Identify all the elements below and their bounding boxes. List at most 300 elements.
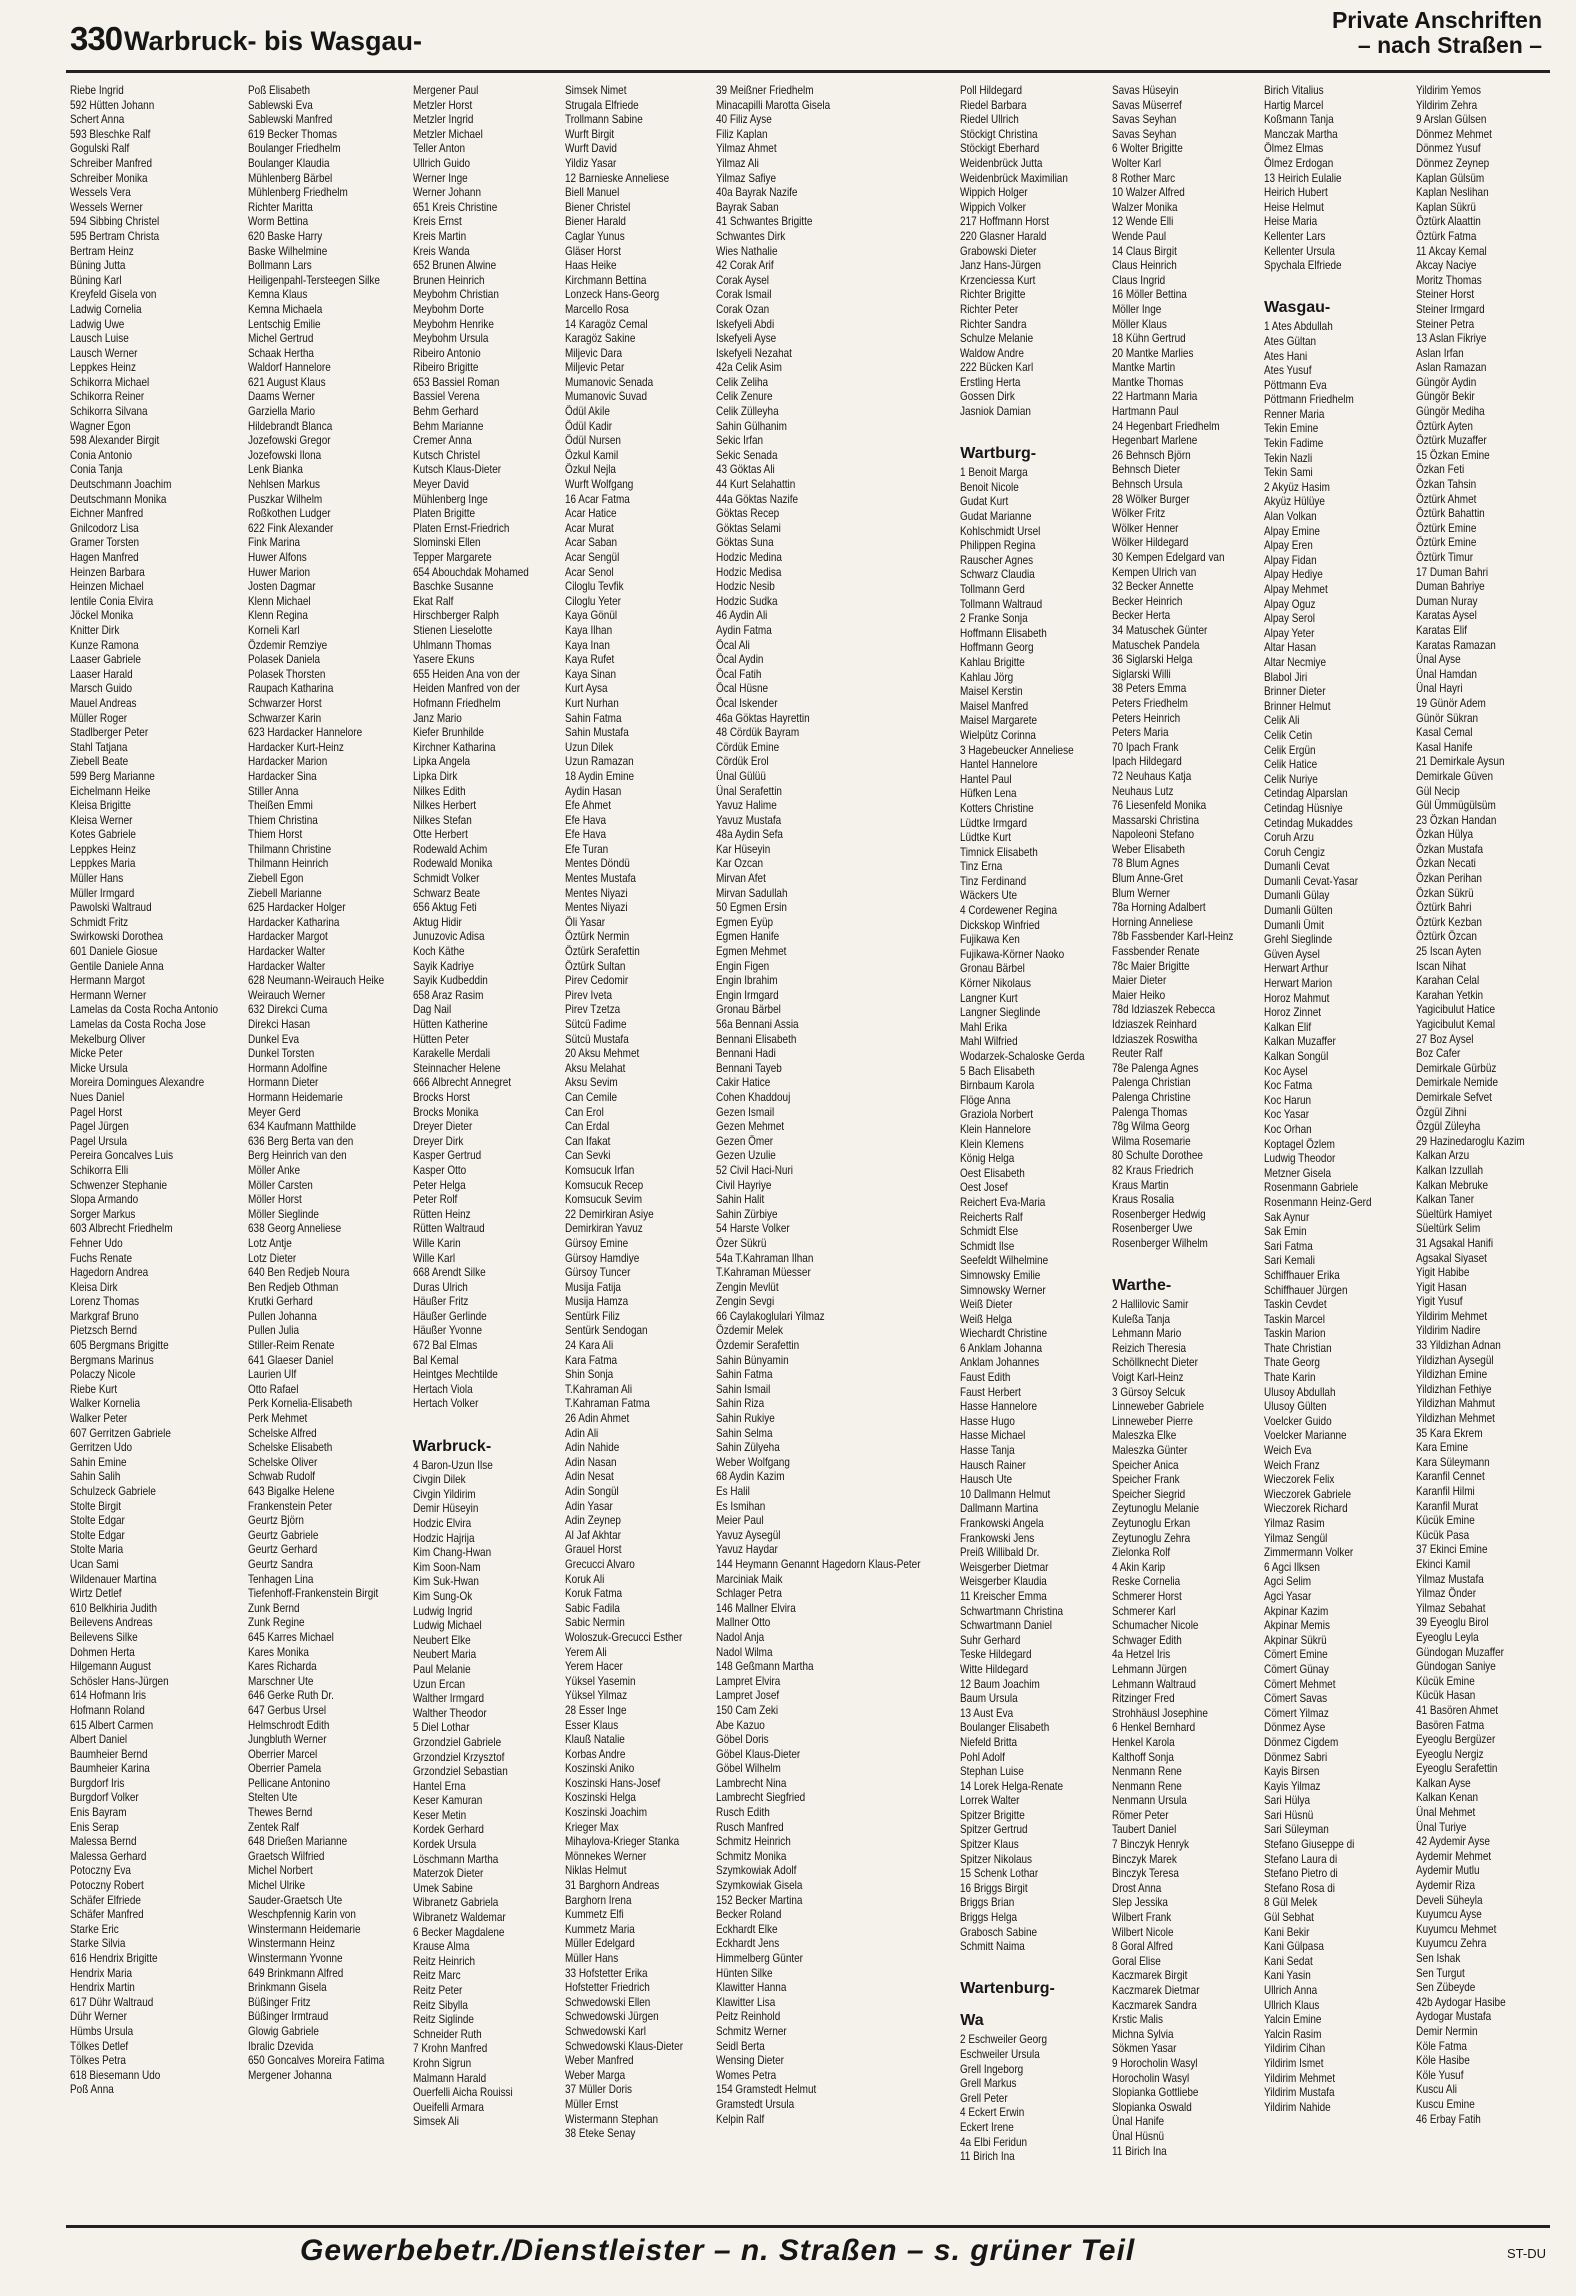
directory-entry: 50 Egmen Ersin [716,901,788,915]
directory-entry: Aksu Melahat [564,1061,625,1075]
directory-entry: Lambrecht Siegfried [716,1791,806,1805]
directory-entry: 217 Hoffmann Horst [960,215,1050,229]
directory-entry: Winstermann Heidemarie [248,1922,361,1936]
directory-entry: Karatas Ramazan [1416,638,1496,652]
directory-entry: Hoffmann Elisabeth [960,626,1048,640]
directory-entry: 1 Ates Abdullah [1264,320,1333,334]
directory-entry: Eckhardt Elke [716,1922,778,1936]
directory-entry: Ribeiro Antonio [412,346,481,360]
directory-entry: Ipach Hildegard [1112,755,1183,769]
directory-entry: Oest Josef [960,1181,1008,1195]
directory-entry: 615 Albert Carmen [70,1718,154,1732]
directory-entry: Hodzic Elvira [412,1517,471,1530]
directory-entry: Wölker Henner [1112,521,1179,535]
directory-entry: Wurft David [564,142,617,156]
directory-entry: Kordek Ursula [412,1838,476,1852]
directory-entry: Schwedowski Karl [564,2024,646,2038]
directory-entry: Schulzeck Gabriele [70,1485,156,1498]
directory-entry: Bollmann Lars [248,259,312,273]
directory-entry: Miljevic Dara [564,346,622,360]
directory-entry: Zentek Ralf [248,1820,300,1834]
directory-entry: Hagen Manfred [70,551,139,564]
directory-entry: Mönnekes Werner [564,1849,646,1863]
directory-entry: Ölmez Erdogan [1264,156,1334,170]
directory-entry: Sauder-Graetsch Ute [248,1893,343,1907]
directory-entry: Lehmann Mario [1112,1327,1182,1341]
directory-entry: Aydogar Mustafa [1416,2010,1492,2024]
directory-entry: Karanfil Cennet [1416,1470,1485,1484]
directory-entry: Göbel Klaus-Dieter [716,1747,801,1761]
directory-entry: Iskefyeli Nezahat [716,346,793,360]
directory-entry: Horning Anneliese [1112,915,1194,929]
directory-entry: Wieczorek Felix [1264,1473,1335,1487]
directory-entry: Hüfken Lena [960,787,1017,801]
directory-entry: Marschner Ute [248,1674,314,1688]
directory-entry: Werner Inge [412,171,468,185]
directory-entry: Michel Ulrike [248,1879,306,1893]
directory-entry: Celik Zülleyha [716,405,780,419]
directory-entry: 19 Günör Adem [1416,696,1486,710]
directory-entry: Dumanli Gülten [1264,904,1333,918]
directory-entry: Engin Figen [716,959,770,973]
directory-entry: 7 Binczyk Henryk [1112,1838,1190,1852]
directory-entry: Potoczny Eva [70,1864,131,1878]
directory-entry: Müller Irmgard [70,886,135,900]
directory-entry: Hausch Rainer [960,1458,1027,1472]
directory-entry: Hofmann Friedhelm [412,696,501,710]
directory-entry: Iskefyeli Abdi [716,317,775,331]
directory-entry: Linneweber Pierre [1112,1414,1194,1428]
directory-entry: Ribeiro Brigitte [412,361,479,375]
directory-entry: Stolte Edgar [70,1514,125,1528]
directory-entry: Özkan Feti [1416,463,1465,477]
directory-entry: Metzner Gisela [1264,1166,1332,1180]
directory-entry: Kasal Cemal [1416,726,1473,740]
directory-entry: Tekin Fadime [1264,437,1324,451]
directory-entry: 2 Franke Sonja [960,612,1028,626]
directory-entry: Speicher Frank [1112,1473,1180,1487]
directory-entry: Komsucuk Recep [564,1178,643,1192]
directory-entry: Celik Cetin [1264,728,1313,742]
directory-entry: Kuscu Emine [1416,2097,1475,2111]
directory-entry: Kleisa Dirk [70,1280,118,1294]
directory-entry: Ciloglu Yeter [564,594,621,608]
directory-entry: Schwab Rudolf [248,1470,316,1484]
directory-entry: Thewes Bernd [248,1806,313,1820]
directory-entry: Süeltürk Hamiyet [1416,1207,1492,1221]
directory-entry: Neubert Maria [412,1648,476,1662]
directory-entry: Koszinski Helga [564,1791,636,1805]
directory-entry: Ludwig Theodor [1264,1152,1336,1166]
directory-entry: Öcal Ali [716,638,751,652]
directory-entry: 150 Cam Zeki [716,1703,779,1717]
directory-entry: Deutschmann Monika [70,492,167,506]
directory-entry: Kiefer Brunhilde [412,726,484,740]
directory-entry: Conia Tanja [70,463,123,477]
directory-entry: Wagner Egon [70,419,131,433]
directory-entry: Cömert Yilmaz [1264,1706,1329,1720]
directory-entry: 66 Caylakoglulari Yilmaz [716,1309,826,1323]
directory-entry: Mihaylova-Krieger Stanka [564,1835,679,1849]
directory-entry: Taskin Marcel [1264,1312,1326,1326]
directory-entry: Idziaszek Reinhard [1112,1018,1198,1031]
directory-entry: Ünal Ayse [1416,653,1461,667]
directory-entry: 16 Briggs Birgit [960,1881,1028,1895]
directory-entry: Kalkan Muzaffer [1264,1035,1337,1049]
directory-entry: 46 Aydin Ali [716,609,768,623]
directory-entry: 76 Liesenfeld Monika [1112,799,1207,813]
directory-entry: Zunk Bernd [248,1601,300,1615]
directory-entry: Baschke Susanne [412,580,493,594]
directory-entry: Savas Müserref [1112,98,1183,112]
directory-entry: Hodzic Medina [716,551,783,564]
directory-entry: Yasere Ekuns [412,653,474,667]
directory-entry: Strugala Elfriede [564,98,639,112]
directory-entry: Flöge Anna [960,1093,1011,1107]
directory-entry: Pereira Goncalves Luis [70,1149,174,1163]
directory-entry: Dag Nail [412,1003,451,1017]
directory-entry: Peters Maria [1112,726,1169,740]
directory-entry: 12 Wende Elli [1112,215,1174,229]
directory-entry: Simnowsky Werner [960,1283,1046,1297]
directory-entry: 24 Hegenbart Friedhelm [1112,419,1220,433]
directory-entry: Öcal Iskender [716,696,778,710]
directory-entry: Mergener Johanna [248,2068,332,2082]
directory-entry: Renner Maria [1264,407,1325,421]
directory-entry: Weidenbrück Jutta [960,156,1043,170]
directory-entry: Umek Sabine [412,1881,473,1895]
directory-entry: Öcal Hüsne [716,682,769,696]
directory-entry: Jasniok Damian [960,405,1032,419]
directory-entry: Yildizhan Mehmet [1416,1412,1495,1426]
directory-entry: Mirvan Sadullah [716,886,788,900]
directory-entry: 28 Wölker Burger [1112,492,1190,506]
directory-entry: Öztürk Sultan [564,959,625,973]
directory-entry: Reitz Heinrich [412,1954,475,1968]
directory-entry: Wensing Dieter [716,2054,785,2068]
directory-entry: Sayik Kudbeddin [412,974,488,988]
directory-entry: Gündogan Muzaffer [1416,1645,1505,1659]
directory-entry: T.Kahraman Müesser [716,1266,812,1280]
directory-entry: Schmidt Volker [412,872,480,886]
directory-entry: Wistermann Stephan [564,2112,658,2126]
directory-entry: Tölkes Detlef [70,2039,129,2053]
directory-entry: Pullen Johanna [248,1309,317,1323]
directory-entry: Kemna Michaela [248,302,323,316]
directory-entry: Öztürk Serafettin [564,945,640,959]
directory-entry: Walker Peter [70,1412,128,1426]
directory-entry: Keser Kamuran [412,1794,482,1808]
directory-entry: Perk Kornelia-Elisabeth [248,1397,353,1411]
directory-entry: Kara Emine [1416,1441,1469,1455]
directory-entry: Nenmann Rene [1112,1779,1183,1793]
directory-entry: Özer Sükrü [716,1236,767,1250]
directory-entry: Celik Zenure [716,390,773,404]
directory-entry: Hütten Peter [412,1032,469,1046]
directory-entry: Gogulski Ralf [70,142,130,156]
directory-entry: Demirkale Sefvet [1416,1090,1492,1104]
directory-entry: Schwartmann Christina [960,1604,1064,1618]
directory-entry: 647 Gerbus Ursel [248,1703,327,1717]
directory-entry: Cetindag Hüsniye [1264,801,1343,815]
directory-entry: Stolte Birgit [70,1499,121,1513]
directory-entry: 54 Harste Volker [716,1222,791,1236]
directory-entry: 668 Arendt Silke [412,1266,486,1280]
directory-entry: Kutsch Christel [412,448,480,462]
directory-entry: Kani Yasin [1264,1969,1311,1983]
directory-entry: Zimmermann Volker [1264,1546,1354,1560]
directory-entry: Strohhäusl Josephine [1112,1706,1209,1720]
directory-entry: Ünal Serafettin [716,784,783,798]
directory-column [716,84,954,2220]
directory-entry: 30 Kempen Edelgard van [1112,551,1225,564]
directory-entry: Brunen Heinrich [412,273,485,287]
directory-entry: Gül Necip [1416,784,1460,798]
directory-entry: Koptagel Özlem [1264,1137,1336,1151]
directory-entry: Schumacher Nicole [1112,1619,1199,1633]
directory-entry: 2 Akyüz Hasim [1264,480,1331,494]
directory-entry: Celik Ali [1264,714,1300,728]
directory-entry: Kohlschmidt Ursel [960,524,1041,538]
directory-entry: Gezen Uzulie [716,1149,777,1163]
directory-entry: Sabic Fadila [564,1601,620,1615]
directory-entry: Sayik Kadriye [412,959,474,973]
directory-entry: Karanfil Hilmi [1416,1485,1475,1498]
directory-entry: Riedel Ullrich [960,113,1020,127]
directory-entry: Schäfer Elfriede [70,1893,141,1907]
directory-entry: Michna Sylvia [1112,2027,1174,2041]
directory-entry: Behm Gerhard [412,405,479,419]
directory-entry: 616 Hendrix Brigitte [70,1952,158,1965]
directory-entry: Szymkowiak Gisela [716,1879,803,1893]
directory-entry: Sütcü Fadime [564,1018,627,1031]
directory-entry: Mergener Paul [412,84,479,97]
directory-entry: Hildebrandt Blanca [248,419,333,433]
directory-entry: Kaplan Sükrü [1416,200,1476,214]
directory-entry: Cetindag Mukaddes [1264,816,1353,830]
directory-entry: Koruk Ali [564,1572,604,1586]
directory-entry: Corak Ismail [716,288,772,302]
directory-entry: Hilgemann August [70,1660,151,1674]
directory-entry: Puszkar Wilhelm [248,492,323,506]
directory-entry: Hünten Silke [716,1966,773,1980]
directory-entry: Ullrich Anna [1264,1984,1318,1997]
directory-entry: Slopa Armando [70,1193,139,1207]
directory-entry: Agci Selim [1264,1575,1312,1589]
directory-entry: Jozefowski Gregor [248,434,331,448]
directory-entry: Yigit Habibe [1416,1266,1470,1280]
directory-entry: Özkan Mustafa [1416,842,1484,856]
directory-entry: Öztürk Emine [1416,536,1477,550]
directory-entry: Brinkmann Gisela [248,1981,327,1995]
directory-entry: Kreis Ernst [412,215,462,229]
directory-entry: Hardacker Katharina [248,915,340,929]
directory-entry: Schmitz Heinrich [716,1835,792,1849]
directory-entry: Grzondziel Krzysztof [412,1750,505,1764]
directory-entry: Koßmann Tanja [1264,113,1334,127]
directory-entry: Hardacker Margot [248,930,328,944]
directory-entry: Cremer Anna [412,434,472,448]
directory-entry: Fink Marina [248,536,301,550]
directory-entry: Nilkes Edith [412,784,466,798]
directory-entry: 6 Henkel Bernhard [1112,1721,1196,1735]
directory-entry: Yavuz Haydar [716,1543,779,1557]
directory-entry: Sahin Mustafa [564,726,629,740]
directory-entry: Schwartmann Daniel [960,1619,1053,1633]
directory-entry: Eschweiler Ursula [960,2048,1041,2061]
directory-entry: Abe Kazuo [716,1718,766,1732]
directory-entry: 148 Geßmann Martha [716,1660,814,1674]
directory-entry: Werner Johann [412,186,481,200]
directory-entry: Yildirim Mehmet [1416,1309,1488,1323]
directory-entry: Dohmen Herta [70,1645,135,1659]
directory-entry: Brocks Horst [412,1090,470,1104]
directory-entry: Sahin Salih [70,1470,121,1484]
directory-entry: Gronau Bärbel [716,1003,782,1017]
directory-entry: Eyeoglu Leyla [1416,1630,1479,1644]
directory-entry: Alpay Eren [1264,539,1313,553]
directory-entry: Laaser Harald [70,667,133,681]
directory-entry: Nilkes Stefan [412,813,472,827]
directory-entry: 78e Palenga Agnes [1112,1061,1199,1075]
directory-entry: Thilmann Christine [248,842,332,856]
directory-entry: Celik Nuriye [1264,772,1318,786]
directory-entry: Ates Yusuf [1264,364,1312,378]
directory-entry: Becker Heinrich [1112,594,1183,608]
directory-entry: Kuyumcu Ayse [1416,1908,1482,1922]
directory-entry: Dönmez Cigdem [1264,1735,1339,1749]
directory-entry: Mühlenberg Friedhelm [248,186,348,200]
directory-entry: Tollmann Gerd [960,583,1026,596]
directory-entry: Kotters Christine [960,801,1034,815]
directory-entry: Grell Peter [960,2091,1008,2105]
directory-entry: Behnsch Ursula [1112,478,1183,492]
directory-column [1264,84,1410,2220]
directory-entry: Hoffmann Georg [960,641,1034,655]
directory-entry: Cördük Emine [716,740,780,754]
directory-entry: Hasse Hugo [960,1414,1016,1428]
directory-entry: Peter Helga [412,1178,466,1192]
directory-entry: Glowig Gabriele [248,2024,320,2038]
directory-entry: Kuleßa Tanja [1112,1312,1171,1326]
directory-entry: Gündogan Saniye [1416,1660,1496,1674]
directory-entry: Öztürk Özcan [1416,930,1478,944]
directory-entry: Maisel Manfred [960,699,1029,713]
directory-entry: Lorrek Walter [960,1794,1020,1808]
directory-entry: Klein Klemens [960,1137,1025,1151]
directory-entry: 25 Iscan Ayten [1416,945,1482,959]
directory-entry: Spitzer Gertrud [960,1823,1028,1837]
directory-entry: Malessa Bernd [70,1835,137,1849]
directory-entry: Meyer David [412,478,469,492]
directory-entry: 9 Horocholin Wasyl [1112,2056,1198,2070]
directory-entry: 36 Siglarski Helga [1112,653,1193,667]
directory-entry: 70 Ipach Frank [1112,740,1179,754]
directory-entry: Fujikawa Ken [960,933,1021,947]
directory-entry: Mekelburg Oliver [70,1032,146,1046]
directory-entry: Kaya Sinan [564,667,616,681]
directory-entry: Rosenberger Wilhelm [1112,1236,1209,1250]
directory-entry: Mantke Martin [1112,361,1176,375]
directory-entry: 52 Civil Haci-Nuri [716,1163,794,1177]
directory-entry: Thate Karin [1264,1371,1316,1385]
directory-entry: Polaczy Nicole [70,1368,136,1382]
directory-entry: 6 Anklam Johanna [960,1341,1043,1355]
directory-entry: Tölkes Petra [70,2054,126,2068]
directory-entry: 618 Biesemann Udo [70,2068,161,2082]
directory-entry: Demirkale Güven [1416,769,1494,783]
directory-entry: 666 Albrecht Annegret [412,1076,511,1090]
directory-entry: Idziaszek Roswitha [1112,1032,1198,1046]
directory-entry: 17 Duman Bahri [1416,565,1489,579]
directory-entry: Efe Turan [564,842,608,856]
directory-entry: Faust Herbert [960,1385,1022,1399]
directory-entry: Dumanli Gülay [1264,889,1330,903]
directory-entry: Wölker Hildegard [1112,536,1189,550]
directory-entry: Eckert Irene [960,2120,1015,2134]
directory-entry: Ödül Akile [564,405,610,419]
directory-entry: Yilmaz Ali [716,156,760,170]
directory-entry: Löschmann Martha [412,1852,498,1866]
directory-entry: Römer Peter [1112,1808,1169,1822]
directory-entry: Hardacker Walter [248,959,326,973]
directory-entry: Meier Paul [716,1514,765,1528]
directory-entry: Schmidt Else [960,1225,1019,1239]
directory-entry: 54a T.Kahraman Ilhan [716,1251,814,1265]
directory-entry: Herwart Marion [1264,977,1333,991]
directory-entry: 41 Schwantes Brigitte [716,215,813,229]
directory-entry: 15 Özkan Emine [1416,448,1490,462]
directory-entry: Sak Aynur [1264,1210,1310,1224]
directory-entry: Geurtz Gabriele [248,1528,319,1542]
directory-entry: Iskefyeli Ayse [716,332,777,346]
directory-entry: Blum Werner [1112,886,1171,900]
directory-entry: 6 Wolter Brigitte [1112,142,1183,156]
directory-entry: Öztürk Muzaffer [1416,434,1487,448]
directory-entry: Can Ifakat [564,1134,610,1148]
directory-entry: Wurft Birgit [564,127,614,141]
directory-entry: Kücük Emine [1416,1674,1475,1688]
directory-entry: Stöckigt Christina [960,127,1038,141]
directory-entry: Koszinski Hans-Josef [564,1776,660,1790]
directory-entry: Weich Franz [1264,1458,1320,1472]
directory-entry: Schmitz Werner [716,2024,788,2038]
directory-entry: Jozefowski Ilona [248,448,322,462]
directory-entry: Raupach Katharina [248,682,334,696]
directory-entry: Poll Hildegard [960,84,1023,97]
directory-entry: Hertach Viola [412,1382,473,1396]
directory-entry: Wodarzek-Schaloske Gerda [960,1050,1085,1063]
directory-entry: Dumanli Cevat-Yasar [1264,874,1359,888]
directory-entry: Riebe Kurt [70,1382,118,1396]
directory-entry: Mauel Andreas [70,696,137,710]
directory-entry: Kim Sung-Ok [412,1589,472,1603]
directory-entry: Schikorra Silvana [70,405,148,419]
directory-entry: Wielpütz Corinna [960,728,1037,742]
directory-entry: 34 Matuschek Günter [1112,623,1208,637]
directory-entry: 641 Glaeser Daniel [248,1353,334,1367]
directory-entry: Kücük Hasan [1416,1689,1476,1703]
directory-entry: 68 Aydin Kazim [716,1470,785,1484]
directory-entry: Reitz Peter [412,1984,462,1997]
directory-entry: Stienen Lieselotte [412,623,492,637]
directory-entry: 78a Horning Adalbert [1112,901,1206,915]
directory-entry: Es Ismihan [716,1499,766,1513]
directory-entry: Simnowsky Emilie [960,1268,1041,1282]
directory-entry: Stolte Edgar [70,1528,125,1542]
directory-entry: 31 Agsakal Hanifi [1416,1236,1494,1250]
directory-entry: Reizich Theresia [1112,1341,1187,1355]
